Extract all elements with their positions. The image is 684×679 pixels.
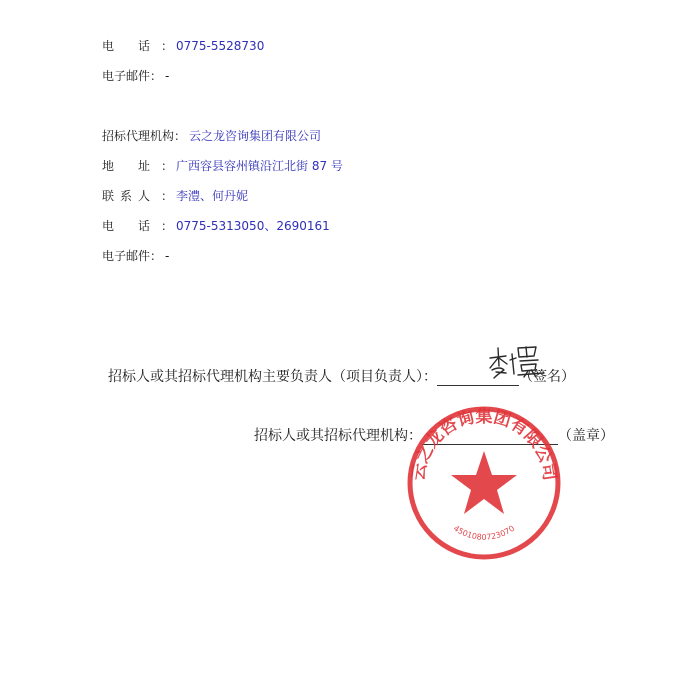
leader-label: 招标人或其招标代理机构主要负责人（项目负责人）： <box>108 369 437 385</box>
company-seal <box>404 403 564 563</box>
seal-star-icon <box>451 451 517 514</box>
colon: ： <box>150 249 163 263</box>
address-label: 地 址 <box>102 159 151 173</box>
tenderer-email-row <box>102 68 169 84</box>
colon: ： <box>161 189 174 203</box>
seal-suffix: （盖章） <box>558 428 614 444</box>
seal-name-text: 云之龙咨询集团有限公司 <box>408 406 560 482</box>
phone-label: 电 话 <box>102 39 151 53</box>
phone-value: 0775-5528730 <box>176 39 265 53</box>
agency-phone-value: 0775-5313050、2690161 <box>176 219 330 233</box>
phone-label: 电 话 <box>102 219 151 233</box>
agency-contact-row <box>102 188 248 204</box>
email-label: 电子邮件 <box>102 69 151 83</box>
agency-email-row <box>102 248 169 264</box>
agency-name-row <box>102 128 321 144</box>
colon: ： <box>161 219 174 233</box>
tenderer-phone-row <box>102 38 264 54</box>
agency-address-row <box>102 158 343 174</box>
sign-suffix: （签名） <box>519 369 575 385</box>
seal-number-text: 4501080723070 <box>451 523 517 542</box>
agency-name-value: 云之龙咨询集团有限公司 <box>189 129 322 143</box>
email-value: - <box>165 69 170 83</box>
contact-value: 李澧、何丹妮 <box>176 189 249 203</box>
agency-phone-row <box>102 218 330 234</box>
colon: ： <box>150 69 163 83</box>
agency-name-label: 招标代理机构 <box>102 129 175 143</box>
colon: ： <box>174 129 187 143</box>
email-value: - <box>165 249 170 263</box>
colon: ： <box>161 39 174 53</box>
address-value: 广西容县容州镇沿江北街 87 号 <box>176 159 343 173</box>
email-label: 电子邮件 <box>102 249 151 263</box>
colon: ： <box>161 159 174 173</box>
contact-label: 联 系 人 <box>102 189 151 203</box>
org-label: 招标人或其招标代理机构： <box>254 428 422 444</box>
handwritten-signature <box>486 344 552 380</box>
